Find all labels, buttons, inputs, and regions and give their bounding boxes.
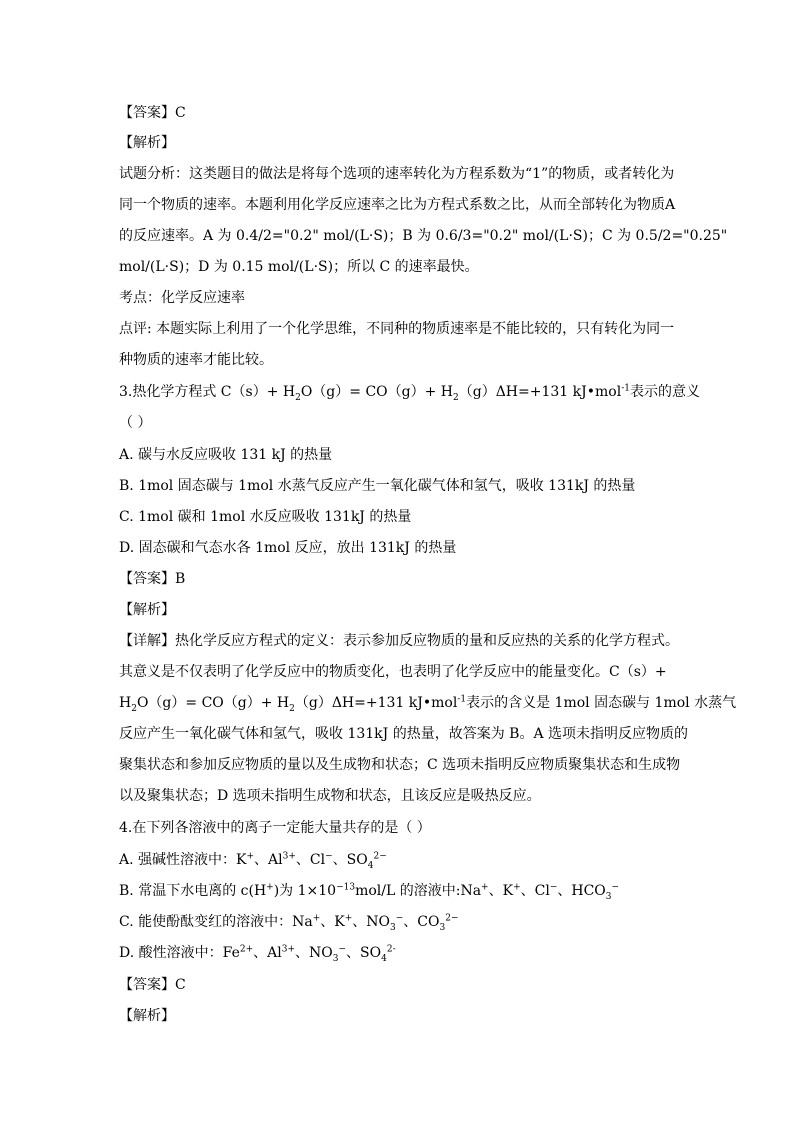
detail-line: 【详解】热化学反应方程式的定义：表示参加反应物质的量和反应热的关系的化学方程式。 (119, 633, 679, 649)
analysis-line: 试题分析：这类题目的做法是将每个选项的速率转化为方程系数为“1”的物质，或者转化为 (119, 166, 675, 182)
dianping-line: 点评: 本题实际上利用了一个化学思维，不同种的物质速率是不能比较的，只有转化为同一 (119, 321, 675, 337)
option-d: D. 固态碳和气态水各 1mol 反应，放出 131kJ 的热量 (119, 540, 457, 556)
analysis-label: 【解析】 (119, 602, 175, 618)
option-a: A. 强碱性溶液中：K+、$Al^{3+}$、Cl−、$SO_4^{2-}$ (119, 851, 387, 871)
analysis-label: 【解析】 (119, 135, 175, 151)
option-b: B. 常温下水电离的 c(H+)为 $1\times 10^{-13}mol/L$ 的溶液中:Na+、K+、Cl−、$HCO_3^-$ (119, 882, 620, 902)
question-3-paren: （ ） (119, 415, 152, 431)
detail-line: 反应产生一氧化碳气体和氢气，吸收 131kJ 的热量，故答案为 B。A 选项未指明反应物质的 (119, 726, 689, 742)
option-b: B. 1mol 固态碳与 1mol 水蒸气反应产生一氧化碳气体和氢气，吸收 131kJ 的热量 (119, 478, 636, 494)
option-c: C. 1mol 碳和 1mol 水反应吸收 131kJ 的热量 (119, 509, 412, 525)
analysis-line: mol/(L·S)；D 为 0.15 mol/(L·S)；所以 C 的速率最快。 (119, 259, 479, 275)
analysis-label: 【解析】 (119, 1008, 175, 1024)
analysis-line: 同一个物质的速率。本题利用化学反应速率之比为方程式系数之比，从而全部转化为物质A (119, 197, 676, 213)
option-c: C. 能使酚酞变红的溶液中：Na+、K+、$NO_3^-$、$CO_3^{2-}$ (119, 913, 459, 933)
question-4-stem: 4.在下列各溶液中的离子一定能大量共存的是（ ） (119, 820, 431, 836)
kaodian-line: 考点：化学反应速率 (119, 290, 245, 306)
detail-line: 以及聚集状态；D 选项未指明生成物和状态，且该反应是吸热反应。 (119, 788, 541, 804)
detail-line: 其意义是不仅表明了化学反应中的物质变化，也表明了化学反应中的能量变化。C（s）+ (119, 664, 667, 680)
analysis-line: 的反应速率。A 为 0.4/2="0.2" mol/(L·S)；B 为 0.6/3="0.2" mol/(L·S)；C 为 0.5/2="0.25" (119, 228, 728, 244)
option-a: A. 碳与水反应吸收 131 kJ 的热量 (119, 447, 333, 463)
question-3-stem: 3.热化学方程式 $C(s)+ H_2O(g)= CO(g)+ H_2(g)\Delta H=+131$ kJ•mol$^{-1}$表示的意义 (119, 383, 700, 403)
answer-label: 【答案】B (119, 571, 186, 587)
detail-line: 聚集状态和参加反应物质的量以及生成物和状态；C 选项未指明反应物质聚集状态和生成物 (119, 757, 681, 773)
option-d: D. 酸性溶液中：$Fe^{2+}$、$Al^{3+}$、$NO_3^-$、$SO_4^{2-}$ (119, 944, 396, 964)
answer-label: 【答案】C (119, 105, 186, 121)
answer-label: 【答案】C (119, 977, 186, 993)
dianping-line: 种物质的速率才能比较。 (119, 352, 273, 368)
detail-line: $H_2O(g)= CO(g)+ H_2(g)\Delta H=+131$ kJ•mol$^{-1}$表示的含义是 1mol 固态碳与 1mol 水蒸气 (119, 694, 737, 714)
